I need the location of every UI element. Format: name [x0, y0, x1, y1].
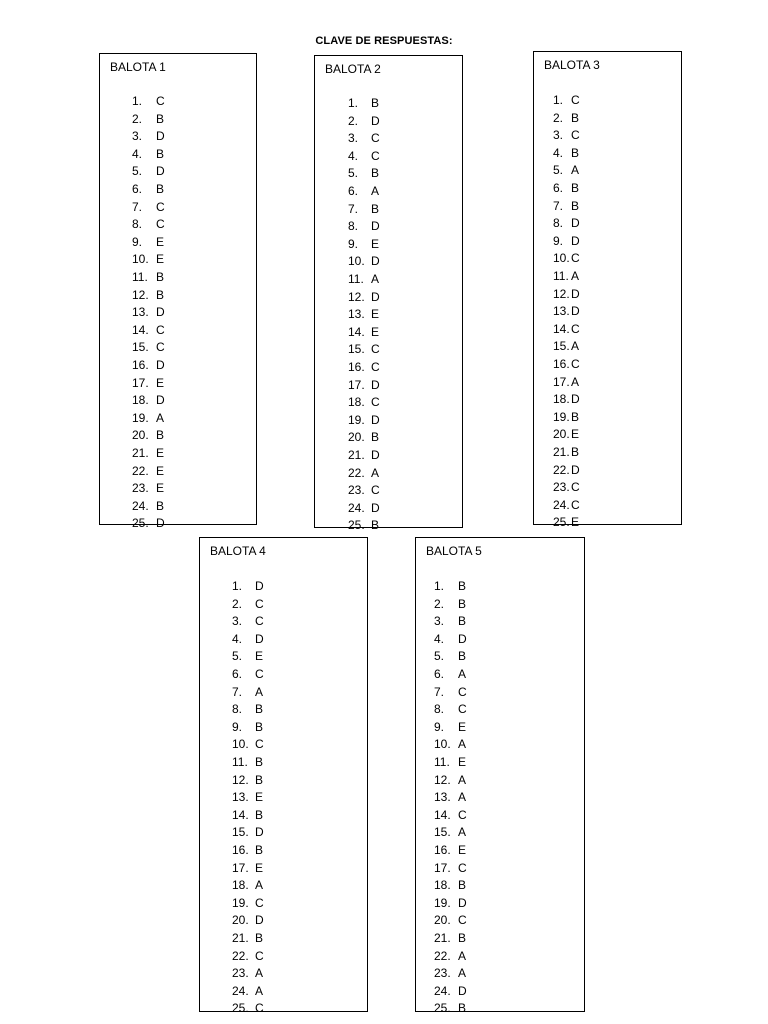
answer-letter: D: [371, 113, 380, 128]
question-number: 12.: [132, 287, 149, 302]
answer-letter: C: [255, 948, 264, 963]
question-number: 1.: [348, 96, 359, 110]
answer-letter: D: [371, 219, 380, 234]
question-number: 24.: [232, 983, 249, 998]
answer-letter: B: [458, 878, 467, 893]
answer-letter: C: [458, 684, 467, 699]
question-number: 3.: [132, 129, 143, 144]
answer-letter: A: [571, 374, 580, 389]
question-number: 6.: [232, 667, 243, 681]
question-number: 15.: [232, 825, 249, 840]
question-number: 4.: [434, 631, 445, 646]
answer-letter: B: [458, 614, 467, 629]
answer-letter: C: [371, 131, 380, 146]
answer-letter: B: [156, 111, 165, 126]
answer-letter: D: [156, 358, 165, 372]
question-number: 8.: [232, 702, 243, 717]
question-number: 2.: [348, 113, 359, 128]
answer-letter: C: [458, 860, 467, 875]
question-number: 2.: [434, 596, 445, 611]
answer-letter: D: [458, 983, 467, 998]
answer-letter: A: [255, 684, 264, 699]
answer-letter: E: [156, 234, 165, 249]
question-number: 18.: [232, 878, 249, 893]
answer-letter: B: [156, 270, 165, 284]
question-number: 19.: [232, 895, 249, 910]
question-number: 23.: [232, 966, 249, 981]
question-number: 1.: [232, 579, 243, 593]
answer-letter: B: [255, 807, 264, 822]
question-number: 3.: [232, 614, 243, 629]
question-number: 3.: [553, 128, 564, 143]
answer-letter: C: [156, 199, 165, 214]
answer-letter: C: [571, 93, 580, 107]
question-number: 10.: [553, 251, 570, 266]
question-number: 8.: [553, 216, 564, 231]
question-number: 13.: [553, 304, 570, 319]
answer-letter: E: [156, 463, 165, 478]
question-number: 1.: [553, 93, 564, 107]
answer-letter: B: [571, 445, 580, 459]
question-number: 15.: [553, 339, 570, 354]
question-number: 20.: [132, 428, 149, 443]
answer-letter: B: [458, 1001, 467, 1016]
answer-letter: C: [571, 128, 580, 143]
question-number: 4.: [553, 145, 564, 160]
question-number: 17.: [132, 375, 149, 390]
question-number: 16.: [348, 360, 365, 374]
answer-letter: C: [156, 94, 165, 108]
answer-letter: B: [255, 755, 264, 769]
answer-letter: C: [371, 360, 380, 374]
question-number: 7.: [434, 684, 445, 699]
answer-letter: A: [371, 184, 380, 198]
question-number: 25.: [232, 1001, 249, 1016]
question-number: 11.: [434, 755, 450, 769]
answer-letter: B: [458, 931, 467, 945]
answer-letter: B: [571, 145, 580, 160]
question-number: 5.: [132, 164, 143, 179]
question-number: 18.: [132, 393, 149, 408]
answer-letter: B: [156, 428, 165, 443]
question-number: 15.: [348, 342, 365, 357]
answer-letter: E: [371, 236, 380, 251]
answer-letter: A: [458, 948, 467, 963]
question-number: 10.: [348, 254, 365, 269]
answer-letter: A: [458, 737, 467, 752]
answer-letter: D: [156, 305, 165, 320]
answer-letter: A: [371, 465, 380, 480]
answer-letter: B: [371, 518, 380, 533]
question-number: 9.: [348, 236, 359, 251]
answer-letter: B: [255, 772, 264, 787]
answer-letter: A: [458, 825, 467, 840]
question-number: 25.: [553, 515, 570, 530]
question-number: 8.: [348, 219, 359, 234]
question-number: 25.: [132, 516, 149, 531]
question-number: 14.: [232, 807, 249, 822]
answer-letter: C: [571, 251, 580, 266]
answer-letter: C: [571, 321, 580, 336]
answer-letter: C: [255, 614, 264, 629]
answer-letter: E: [571, 427, 580, 442]
answer-letter: B: [156, 146, 165, 161]
answer-letter: B: [156, 287, 165, 302]
question-number: 17.: [434, 860, 451, 875]
answer-letter: D: [371, 448, 380, 462]
question-number: 12.: [553, 286, 570, 301]
question-number: 16.: [434, 843, 451, 857]
question-number: 14.: [348, 324, 365, 339]
ballot-4-box: [199, 537, 368, 1016]
answer-letter: C: [156, 340, 165, 355]
question-number: 19.: [434, 895, 451, 910]
question-number: 2.: [553, 110, 564, 125]
question-number: 10.: [232, 737, 249, 752]
question-number: 23.: [132, 481, 149, 496]
answer-letter: B: [255, 843, 264, 857]
answer-letter: A: [156, 410, 165, 425]
answer-letter: D: [371, 412, 380, 427]
question-number: 2.: [232, 596, 243, 611]
question-number: 11.: [132, 270, 148, 284]
answer-letter: A: [571, 269, 580, 283]
answer-letter: A: [458, 667, 467, 681]
answer-letter: E: [571, 515, 580, 530]
answer-letter: B: [255, 931, 264, 945]
question-number: 18.: [348, 395, 365, 410]
question-number: 12.: [232, 772, 249, 787]
answer-letter: A: [255, 983, 264, 998]
answer-letter: B: [458, 596, 467, 611]
question-number: 1.: [434, 579, 445, 593]
question-number: 24.: [553, 497, 570, 512]
question-number: 7.: [348, 201, 359, 216]
question-number: 15.: [434, 825, 451, 840]
question-number: 13.: [132, 305, 149, 320]
answer-letter: B: [571, 181, 580, 195]
ballot-1-box: [99, 53, 257, 531]
question-number: 11.: [553, 269, 569, 283]
question-number: 5.: [553, 163, 564, 178]
question-number: 5.: [348, 166, 359, 181]
question-number: 21.: [553, 445, 570, 459]
answer-letter: B: [156, 498, 165, 513]
question-number: 16.: [553, 357, 570, 371]
question-number: 22.: [132, 463, 149, 478]
answer-letter: E: [156, 252, 165, 267]
question-number: 21.: [348, 448, 365, 462]
ballot-title: BALOTA 4: [210, 544, 266, 558]
answer-letter: E: [458, 719, 467, 734]
answer-letter: D: [255, 913, 264, 928]
question-number: 21.: [232, 931, 249, 945]
answer-letter: B: [255, 719, 264, 734]
question-number: 6.: [434, 667, 445, 681]
answer-letter: B: [571, 110, 580, 125]
question-number: 23.: [553, 480, 570, 495]
question-number: 24.: [132, 498, 149, 513]
answer-letter: C: [156, 322, 165, 337]
question-number: 7.: [232, 684, 243, 699]
answer-letter: D: [371, 254, 380, 269]
answer-letter: B: [571, 198, 580, 213]
question-number: 24.: [434, 983, 451, 998]
answer-letter: A: [571, 163, 580, 178]
answer-letter: B: [371, 430, 380, 445]
question-number: 22.: [434, 948, 451, 963]
question-number: 14.: [434, 807, 451, 822]
question-number: 17.: [553, 374, 570, 389]
answer-letter: D: [255, 631, 264, 646]
answer-letter: D: [371, 377, 380, 392]
question-number: 25.: [434, 1001, 451, 1016]
answer-letter: A: [255, 966, 264, 981]
answer-letter: E: [156, 375, 165, 390]
answer-letter: A: [458, 790, 467, 805]
ballot-title: BALOTA 2: [325, 62, 381, 76]
answer-letter: D: [458, 895, 467, 910]
question-number: 21.: [132, 446, 149, 460]
question-number: 5.: [434, 649, 445, 664]
question-number: 23.: [434, 966, 451, 981]
question-number: 6.: [348, 184, 359, 198]
answer-letter: D: [571, 304, 580, 319]
answer-letter: D: [458, 631, 467, 646]
question-number: 9.: [132, 234, 143, 249]
answer-letter: C: [255, 1001, 264, 1016]
question-number: 9.: [553, 233, 564, 248]
question-number: 18.: [434, 878, 451, 893]
question-number: 13.: [232, 790, 249, 805]
answer-letter: A: [255, 878, 264, 893]
question-number: 22.: [553, 462, 570, 477]
question-number: 14.: [132, 322, 149, 337]
answer-letter: C: [371, 342, 380, 357]
question-number: 22.: [348, 465, 365, 480]
answer-letter: D: [571, 233, 580, 248]
answer-letter: C: [371, 395, 380, 410]
answer-letter: D: [371, 289, 380, 304]
answer-letter: C: [156, 217, 165, 232]
answer-letter: D: [571, 286, 580, 301]
answer-letter: D: [571, 462, 580, 477]
answer-letter: C: [458, 913, 467, 928]
ballot-title: BALOTA 1: [110, 60, 166, 74]
answer-letter: D: [156, 516, 165, 531]
question-number: 16.: [232, 843, 249, 857]
answer-letter: D: [371, 500, 380, 515]
question-number: 11.: [232, 755, 248, 769]
ballot-title: BALOTA 5: [426, 544, 482, 558]
answer-letter: D: [255, 825, 264, 840]
question-number: 4.: [232, 631, 243, 646]
question-number: 13.: [434, 790, 451, 805]
question-number: 6.: [553, 181, 564, 195]
answer-letter: A: [458, 772, 467, 787]
answer-letter: C: [255, 596, 264, 611]
answer-letter: B: [458, 579, 467, 593]
question-number: 14.: [553, 321, 570, 336]
answer-letter: E: [255, 790, 264, 805]
question-number: 20.: [434, 913, 451, 928]
answer-letter: D: [156, 164, 165, 179]
question-number: 22.: [232, 948, 249, 963]
answer-letter: D: [156, 393, 165, 408]
answer-letter: A: [371, 272, 380, 286]
answer-letter: B: [255, 702, 264, 717]
question-number: 20.: [232, 913, 249, 928]
question-number: 2.: [132, 111, 143, 126]
question-number: 3.: [434, 614, 445, 629]
answer-letter: C: [571, 480, 580, 495]
question-number: 7.: [553, 198, 564, 213]
answer-letter: D: [255, 579, 264, 593]
question-number: 16.: [132, 358, 149, 372]
answer-letter: B: [371, 166, 380, 181]
question-number: 8.: [434, 702, 445, 717]
answer-letter: E: [458, 755, 467, 769]
answer-letter: E: [371, 324, 380, 339]
answer-letter: D: [571, 216, 580, 231]
answer-letter: D: [571, 392, 580, 407]
ballot-5-box: [415, 537, 585, 1016]
answer-letter: B: [371, 201, 380, 216]
answer-letter: C: [371, 483, 380, 498]
question-number: 3.: [348, 131, 359, 146]
question-number: 23.: [348, 483, 365, 498]
question-number: 19.: [553, 409, 570, 424]
answer-letter: C: [255, 737, 264, 752]
answer-letter: E: [255, 649, 264, 664]
question-number: 12.: [434, 772, 451, 787]
question-number: 15.: [132, 340, 149, 355]
question-number: 9.: [434, 719, 445, 734]
question-number: 10.: [434, 737, 451, 752]
question-number: 25.: [348, 518, 365, 533]
question-number: 7.: [132, 199, 143, 214]
answer-letter: A: [458, 966, 467, 981]
question-number: 20.: [348, 430, 365, 445]
answer-letter: E: [371, 307, 380, 322]
answer-letter: B: [371, 96, 380, 110]
answer-letter: E: [156, 481, 165, 496]
answer-letter: C: [255, 667, 264, 681]
question-number: 11.: [348, 272, 364, 286]
question-number: 5.: [232, 649, 243, 664]
answer-letter: C: [571, 357, 580, 371]
answer-letter: E: [458, 843, 467, 857]
question-number: 20.: [553, 427, 570, 442]
ballot-3-box: [533, 51, 682, 530]
ballot-title: BALOTA 3: [544, 58, 600, 72]
answer-letter: D: [156, 129, 165, 144]
question-number: 21.: [434, 931, 451, 945]
question-number: 12.: [348, 289, 365, 304]
answer-letter: E: [255, 860, 264, 875]
question-number: 10.: [132, 252, 149, 267]
question-number: 9.: [232, 719, 243, 734]
answer-letter: C: [458, 702, 467, 717]
question-number: 1.: [132, 94, 143, 108]
answer-letter: C: [458, 807, 467, 822]
answer-letter: E: [156, 446, 165, 460]
answer-letter: B: [156, 182, 165, 196]
question-number: 17.: [348, 377, 365, 392]
answer-letter: A: [571, 339, 580, 354]
page-title: CLAVE DE RESPUESTAS:: [315, 35, 453, 47]
question-number: 17.: [232, 860, 249, 875]
question-number: 18.: [553, 392, 570, 407]
answer-letter: C: [255, 895, 264, 910]
answer-letter: C: [371, 148, 380, 163]
question-number: 19.: [132, 410, 149, 425]
answer-letter: B: [571, 409, 580, 424]
question-number: 24.: [348, 500, 365, 515]
question-number: 4.: [132, 146, 143, 161]
answer-letter: C: [571, 497, 580, 512]
answer-letter: B: [458, 649, 467, 664]
question-number: 6.: [132, 182, 143, 196]
ballot-2-box: [314, 55, 463, 533]
question-number: 19.: [348, 412, 365, 427]
question-number: 8.: [132, 217, 143, 232]
question-number: 13.: [348, 307, 365, 322]
question-number: 4.: [348, 148, 359, 163]
